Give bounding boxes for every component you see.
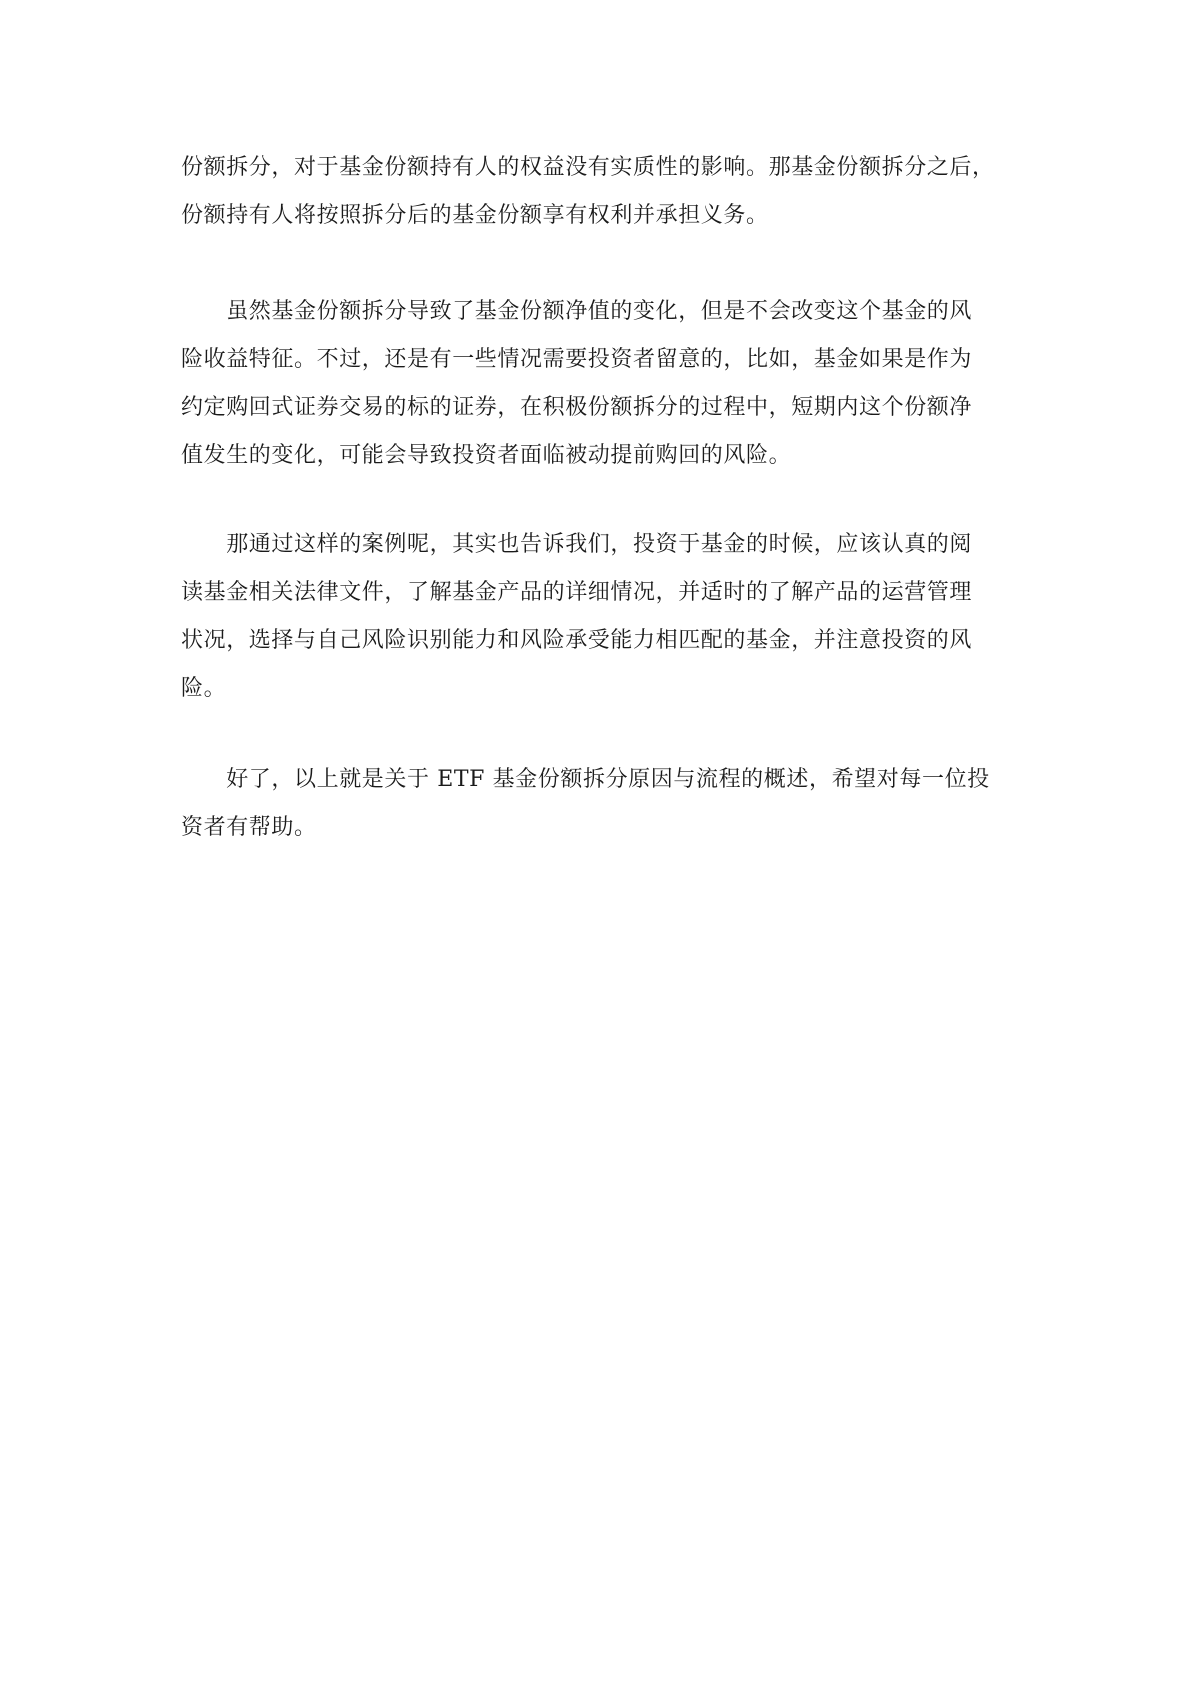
paragraph-line: 险。: [181, 676, 227, 701]
paragraph-line: 状况，选择与自己风险识别能力和风险承受能力相匹配的基金，并注意投资的风: [181, 628, 973, 653]
paragraph-line: 虽然基金份额拆分导致了基金份额净值的变化，但是不会改变这个基金的风: [181, 299, 973, 324]
paragraph-3: [181, 521, 1021, 713]
paragraph-line: 读基金相关法律文件，了解基金产品的详细情况，并适时的了解产品的运营管理: [181, 580, 973, 605]
paragraph-line: 资者有帮助。: [181, 815, 317, 840]
paragraph-4: [181, 756, 1021, 852]
paragraph-2: [181, 288, 1021, 480]
paragraph-line: 值发生的变化，可能会导致投资者面临被动提前购回的风险。: [181, 443, 792, 468]
paragraph-line: 那通过这样的案例呢，其实也告诉我们，投资于基金的时候，应该认真的阅: [181, 532, 973, 557]
paragraph-line: 好了，以上就是关于 ETF 基金份额拆分原因与流程的概述，希望对每一位投: [181, 767, 990, 792]
paragraph-line: 份额持有人将按照拆分后的基金份额享有权利并承担义务。: [181, 203, 769, 228]
paragraph-line: 份额拆分，对于基金份额持有人的权益没有实质性的影响。那基金份额拆分之后，: [181, 155, 995, 180]
paragraph-line: 约定购回式证券交易的标的证券，在积极份额拆分的过程中，短期内这个份额净: [181, 395, 973, 420]
paragraph-1: [181, 144, 1021, 240]
paragraph-line: 险收益特征。不过，还是有一些情况需要投资者留意的，比如，基金如果是作为: [181, 347, 973, 372]
